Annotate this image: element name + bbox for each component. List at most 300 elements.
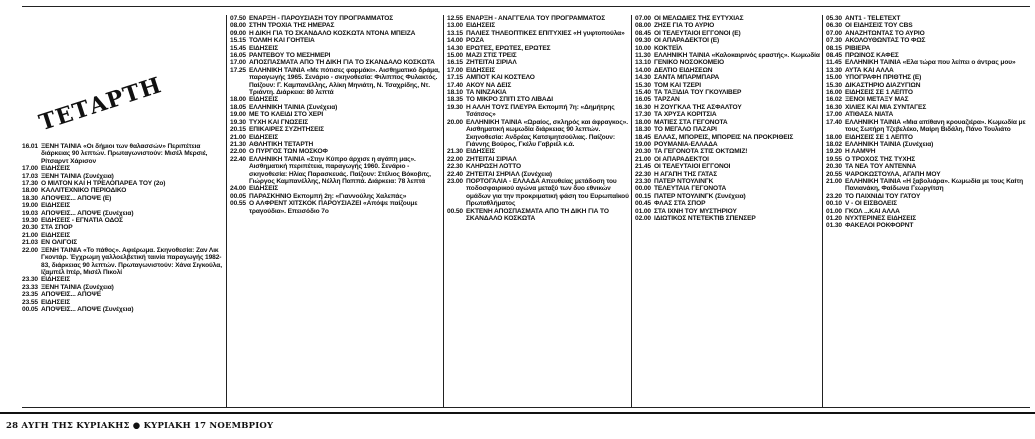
schedule-entry (447, 208, 630, 223)
entry-program: ΕΛΛΗΝΙΚΗ ΤΑΙΝΙΑ (Συνέχεια) (249, 103, 338, 111)
entry-time: 23.30 (22, 276, 39, 284)
schedule-entry (22, 173, 222, 180)
entry-time: 22.00 (230, 148, 247, 156)
entry-program: ΣΑΝΤΑ ΜΠΑΡΜΠΑΡΑ (654, 74, 720, 82)
entry-time: 21.00 (230, 133, 247, 141)
bottom-rule (0, 412, 1035, 414)
entry-time: 07.00 (826, 29, 843, 37)
entry-program: ΟΙ ΜΕΛΩΔΙΕΣ ΤΗΣ ΕΥΤΥΧΙΑΣ (654, 15, 744, 22)
entry-time: 17.40 (447, 81, 464, 89)
schedule-entry (635, 119, 821, 126)
entry-program: ΟΙ ΕΙΔΗΣΕΙΣ ΤΟΥ CBS (845, 22, 913, 30)
page-footer: 28 ΑΥΓΗ ΤΗΣ ΚΥΡΙΑΚΗΣ ● ΚΥΡΙΑΚΗ 17 ΝΟΕΜΒΡΙΟΥ (6, 421, 274, 431)
entry-program: ΑΜΠΟΤ ΚΑΙ ΚΟΣΤΕΛΟ (466, 74, 535, 82)
entry-program: Ο ΤΡΟΧΟΣ ΤΗΣ ΤΥΧΗΣ (845, 155, 916, 163)
entry-time: 21.30 (230, 140, 247, 148)
entry-time: 20.30 (635, 148, 652, 156)
schedule-entry (826, 89, 1028, 96)
schedule-entry (635, 82, 821, 89)
entry-time: 08.45 (635, 29, 652, 37)
entry-time: 15.15 (230, 37, 247, 45)
schedule-entry (826, 193, 1028, 200)
entry-program: Ο ΠΥΡΓΟΣ ΤΩΝ ΜΟΣΚΟΦ (249, 148, 328, 156)
entry-time: 00.00 (635, 185, 652, 193)
entry-program: ΧΙΛΙΕΣ ΚΑΙ ΜΙΑ ΣΥΝΤΑΓΕΣ (845, 103, 927, 111)
schedule-entry (635, 215, 821, 222)
entry-program: ΑΚΟΥ ΝΑ ΔΕΙΣ (466, 81, 512, 89)
entry-program: ΠΑΛΙΕΣ ΤΗΛΕΟΠΤΙΚΕΣ ΕΠΙΤΥΧΙΕΣ «Η γυφτοπούλα» (466, 29, 625, 37)
entry-time: 20.30 (826, 163, 843, 171)
schedule-entry (635, 200, 821, 207)
entry-time: 14.00 (635, 66, 652, 74)
entry-program: ΟΙ ΤΕΛΕΥΤΑΙΟΙ ΕΓΓΟΝΟΙ (Ε) (654, 29, 741, 37)
entry-program: ΕΙΔΗΣΕΙΣ (249, 185, 279, 193)
entry-program: ΦΛΑΣ ΣΤΑ ΣΠΟΡ (654, 200, 706, 208)
entry-program: ΡΙΒΙΕΡΑ (845, 44, 871, 52)
entry-time: 18.00 (22, 187, 39, 195)
entry-program: ΕΛΛΗΝΙΚΗ ΤΑΙΝΙΑ «Καλοκαιρινός εραστής». Κωμωδία (654, 52, 820, 60)
schedule-entry (447, 59, 630, 66)
schedule-entry (230, 59, 442, 66)
entry-time: 24.00 (230, 185, 247, 193)
entry-program: ΕΛΛΗΝΙΚΗ ΤΑΙΝΙΑ «Ωραίος, σκληρός και άφραγκος». Αισθηματική κωμωδία διάρκειας 90 λεπτών. Σκηνοθεσία: Ανδρέας Κατσιμητσούλιας. Παίζουν: Γιάννης Βούρος, Γκέλυ Γαβριέλ κ.ά. (466, 118, 628, 148)
entry-program: ΕΙΔΗΣΕΙΣ (466, 22, 496, 30)
schedule-entry (635, 30, 821, 37)
entry-time: 07.50 (230, 15, 247, 22)
schedule-entry (635, 52, 821, 59)
schedule-entry (447, 96, 630, 103)
entry-program: ΕΙΔΗΣΕΙΣ (41, 231, 71, 239)
entry-time: 23.30 (635, 177, 652, 185)
entry-time: 23.00 (447, 177, 464, 185)
schedule-entry (635, 104, 821, 111)
entry-program: ΞΕΝΗ ΤΑΙΝΙΑ (Συνέχεια) (41, 172, 114, 180)
entry-program: ΤΟ ΜΙΚΡΟ ΣΠΙΤΙ ΣΤΟ ΛΙΒΑΔΙ (466, 96, 553, 104)
entry-time: 15.30 (635, 81, 652, 89)
entry-program: ΣΤΑ ΣΠΟΡ (41, 224, 73, 232)
entry-time: 08.00 (635, 22, 652, 30)
schedule-entry (447, 171, 630, 178)
schedule-column-4 (631, 15, 821, 407)
schedule-entry (22, 202, 222, 209)
schedule-entry (826, 22, 1028, 29)
entry-time: 17.30 (22, 180, 39, 188)
day-title: ΤΕΤΑΡΤΗ (35, 72, 166, 137)
entry-time: 18.30 (22, 194, 39, 202)
schedule-entry (635, 193, 821, 200)
entry-program: ΤΕΛΕΥΤΑΙΑ ΓΕΓΟΝΟΤΑ (654, 185, 727, 193)
entry-time: 22.30 (635, 170, 652, 178)
entry-time: 17.00 (826, 111, 843, 119)
entry-time: 19.55 (826, 155, 843, 163)
schedule-entry (22, 224, 222, 231)
entry-program: ΕΚΤΕΝΗ ΑΠΟΣΠΑΣΜΑΤΑ ΑΠΟ ΤΗ ΔΙΚΗ ΓΙΑ ΤΟ ΣΚΑΝΔΑΛΟ ΚΟΣΚΩΤΑ (466, 207, 609, 222)
entry-program: ΑΚΟΛΟΥΘΩΝΤΑΣ ΤΟ ΦΩΣ (845, 37, 926, 45)
schedule-entry (635, 37, 821, 44)
entry-time: 22.00 (22, 246, 39, 254)
schedule-entry (447, 45, 630, 52)
entry-program: ΓΕΝΙΚΟ ΝΟΣΟΚΟΜΕΙΟ (654, 59, 725, 67)
schedule-entry (826, 96, 1028, 103)
entry-program: ΤΑ ΝΙΝΖΑΚΙΑ (466, 89, 507, 97)
schedule-entry (447, 67, 630, 74)
entry-time: 17.00 (22, 165, 39, 173)
entry-time: 21.00 (635, 155, 652, 163)
schedule-entry (22, 291, 222, 298)
tv-schedule-table (22, 6, 1030, 408)
entry-time: 00.10 (826, 200, 843, 208)
entry-time: 17.03 (22, 172, 39, 180)
schedule-entry (635, 178, 821, 185)
entry-time: 21.00 (826, 177, 843, 185)
entry-time: 19.03 (22, 209, 39, 217)
entry-program: ΕΙΔΗΣΕΙΣ (249, 96, 279, 104)
schedule-entry (22, 165, 222, 172)
entry-program: ΕΛΛΑΣ, ΜΠΟΡΕΙΣ, ΜΠΟΡΕΙΣ ΝΑ ΠΡΟΚΡΙΘΕΙΣ (654, 133, 794, 141)
schedule-entry (635, 163, 821, 170)
entry-time: 18.02 (826, 140, 843, 148)
entry-program: ΑΤΙΘΑΣΑ ΝΙΑΤΑ (845, 111, 894, 119)
entry-time: 18.00 (230, 96, 247, 104)
entry-time: 16.02 (826, 96, 843, 104)
schedule-entry (447, 74, 630, 81)
entry-time: 15.00 (447, 52, 464, 60)
entry-program: ΕΙΔΗΣΕΙΣ (41, 276, 71, 284)
entry-time: 01.30 (826, 222, 843, 230)
schedule-entry (826, 163, 1028, 170)
schedule-entry (635, 208, 821, 215)
schedule-entry (826, 15, 1028, 22)
entry-time: 15.40 (635, 89, 652, 97)
schedule-entry (635, 111, 821, 118)
schedule-entry (230, 67, 442, 97)
schedule-entry (635, 96, 821, 103)
schedule-entry (22, 239, 222, 246)
entry-program: Η ΑΛΛΗ ΤΟΥΣ ΠΛΕΥΡΑ Εκπομπή 7η: «Δημήτρης Τσάτσος» (466, 103, 615, 119)
entry-time: 18.30 (635, 126, 652, 134)
entry-time: 17.30 (635, 111, 652, 119)
schedule-entry (22, 187, 222, 194)
entry-program: ΤΑ ΤΑΞΙΔΙΑ ΤΟΥ ΓΚΟΥΛΙΒΕΡ (654, 89, 742, 97)
entry-program: ΕΙΔΗΣΕΙΣ ΣΕ 1 ΛΕΠΤΟ (845, 133, 913, 141)
schedule-entry (230, 119, 442, 126)
entry-time: 13.00 (447, 22, 464, 30)
entry-time: 20.15 (230, 126, 247, 134)
entry-time: 11.45 (826, 59, 842, 67)
entry-time: 22.40 (230, 155, 247, 163)
entry-time: 09.30 (635, 37, 652, 45)
entry-time: 20.30 (22, 224, 39, 232)
entry-program: ΔΕΛΤΙΟ ΕΙΔΗΣΕΩΝ (654, 66, 713, 74)
entry-program: ΕΙΔΗΣΕΙΣ (249, 44, 279, 52)
entry-time: 16.15 (447, 59, 464, 67)
schedule-entry (826, 45, 1028, 52)
entry-program: ΕΛΛΗΝΙΚΗ ΤΑΙΝΙΑ «Με πότισες φαρμάκι». Αισθηματικό δράμα, παραγωγής 1965. Σενάριο - σκηνοθεσία: Φιλιππος Φυλακτός. Παίζουν: Γ. Καμπανέλλης, Αλίκη Μηνιάτη, Ν. Τσαχρίδης, Ντ. Τριάντη. Διάρκεια: 80 λεπτά (249, 66, 440, 97)
schedule-entry (22, 217, 222, 224)
schedule-column-3 (443, 15, 630, 407)
entry-program: ΕΙΔΗΣΕΙΣ (41, 298, 71, 306)
entry-time: 18.35 (447, 96, 464, 104)
entry-program: ΕΠΙΚΑΙΡΕΣ ΣΥΖΗΤΗΣΕΙΣ (249, 126, 325, 134)
entry-program: ΞΕΝΗ ΤΑΙΝΙΑ «Το πάθος». Αφιέρωμα. Σκηνοθεσία: Ζαν Λικ Γκοντάρ. Έγχρωμη γαλλοελβετική ταινία παραγωγής 1982-83, διάρκειας 90 λεπτών. Πρωταγωνιστούν: Χάνα Σιγκούλα, Ιζαμπέλ Ιπέρ, Μισέλ Πικολί (41, 246, 222, 276)
entry-program: ΕΙΔΗΣΕΙΣ ΣΕ 1 ΛΕΠΤΟ (845, 89, 913, 97)
entry-program: ΡΟΥΜΑΝΙΑ-ΕΛΛΑΔΑ (654, 140, 718, 148)
schedule-entry (635, 126, 821, 133)
entry-time: 18.00 (826, 133, 843, 141)
entry-program: ΕΛΛΗΝΙΚΗ ΤΑΙΝΙΑ «Στην Κύπρο άρχισε η αγάπη μας». Αισθηματική περιπέτεια, παραγωγής 1960. Σενάριο - σκηνοθεσία: Ηλίας Παρασκευάς. Παίζουν: Στέλιος Βόκοβιτς, Γιώργος Καμπανέλλης, Νέλλη Παππά. Διάρκεια: 78 λεπτά (249, 155, 431, 185)
entry-time: 23.55 (22, 298, 39, 306)
entry-time: 13.10 (635, 59, 652, 67)
schedule-entry (635, 134, 821, 141)
schedule-entry (447, 148, 630, 155)
entry-program: Η ΛΑΜΨΗ (845, 148, 876, 156)
schedule-entry (635, 74, 821, 81)
schedule-entry (22, 276, 222, 283)
entry-time: 14.30 (447, 44, 464, 52)
schedule-entry (826, 111, 1028, 118)
entry-time: 00.05 (22, 305, 39, 313)
schedule-entry (447, 178, 630, 208)
entry-program: ΕΙΔΗΣΕΙΣ (466, 66, 496, 74)
entry-time: 18.00 (635, 118, 652, 126)
entry-time: 19.00 (230, 111, 247, 119)
entry-time: 15.00 (826, 74, 843, 82)
entry-program: ΠΡΩΙΝΟΣ ΚΑΦΕΣ (845, 52, 899, 60)
entry-program: ΑΝΤ1 - TELETEXT (845, 15, 901, 22)
schedule-entry (826, 30, 1028, 37)
entry-program: ΔΙΚΑΣΤΗΡΙΟ ΔΙΑΖΥΓΙΩΝ (845, 81, 921, 89)
schedule-entry (635, 45, 821, 52)
entry-program: ΓΚΟΛ ...ΚΑΙ ΑΛΛΑ (845, 207, 900, 215)
entry-program: V - ΟΙ ΕΙΣΒΟΛΕΙΣ (845, 200, 897, 208)
schedule-entry (447, 82, 630, 89)
entry-program: ΜΑΤΙΕΣ ΣΤΑ ΓΕΓΟΝΟΤΑ (654, 118, 728, 126)
entry-program: ΕΛΛΗΝΙΚΗ ΤΑΙΝΙΑ «Ελα τώρα που λείπει ο άντρας μου» (845, 59, 1016, 67)
entry-time: 17.15 (447, 74, 464, 82)
schedule-entry (230, 111, 442, 118)
schedule-entry (635, 141, 821, 148)
entry-program: ΜΕ ΤΟ ΚΛΕΙΔΙ ΣΤΟ ΧΕΡΙ (249, 111, 324, 119)
entry-time: 12.55 (447, 15, 464, 22)
schedule-entry (447, 104, 630, 119)
schedule-entry (635, 67, 821, 74)
schedule-entry (447, 22, 630, 29)
entry-time: 06.30 (826, 22, 843, 30)
entry-time: 14.00 (447, 37, 464, 45)
entry-time: 23.35 (22, 291, 39, 299)
entry-program: ΣΤΗΝ ΤΡΟΧΙΑ ΤΗΣ ΗΜΕΡΑΣ (249, 22, 335, 30)
schedule-entry (230, 30, 442, 37)
entry-program: ΨΑΡΟΚΩΣΤΟΥΛΑ, ΑΓΑΠΗ ΜΟΥ (845, 170, 941, 178)
schedule-entry (826, 148, 1028, 155)
entry-program: ΞΕΝΟΙ ΜΕΤΑΞΥ ΜΑΣ (845, 96, 909, 104)
entry-program: ΣΤΑ ΙΧΝΗ ΤΟΥ ΜΥΣΤΗΡΙΟΥ (654, 207, 737, 215)
entry-time: 19.30 (22, 217, 39, 225)
schedule-entry (635, 148, 821, 155)
entry-time: 01.20 (826, 214, 843, 222)
entry-program: Ο ΜΙΛΤΟΝ ΚΑΙ Η ΤΡΕΛΟΠΑΡΕΑ ΤΟΥ (2ο) (41, 180, 166, 188)
entry-program: ΕΛΛΗΝΙΚΗ ΤΑΙΝΙΑ (Συνέχεια) (845, 140, 934, 148)
schedule-entry (22, 284, 222, 291)
schedule-entry (826, 82, 1028, 89)
entry-time: 17.25 (230, 66, 247, 74)
entry-time: 21.30 (447, 148, 464, 156)
entry-program: ΟΙ ΑΠΑΡΑΔΕΚΤΟΙ (654, 155, 709, 163)
entry-program: ΑΠΟΨΕΙΣ... ΑΠΟΨΕ (Συνέχεια) (41, 305, 134, 313)
entry-time: 19.00 (635, 140, 652, 148)
schedule-entry (635, 171, 821, 178)
schedule-entry (22, 180, 222, 187)
entry-program: ΤΟΛΜΗ ΚΑΙ ΓΟΗΤΕΙΑ (249, 37, 315, 45)
schedule-entry (826, 37, 1028, 44)
schedule-entry (635, 89, 821, 96)
schedule-entry (826, 104, 1028, 111)
schedule-entry (635, 22, 821, 29)
entry-time: 07.00 (635, 15, 652, 22)
entry-program: ΚΑΛΛΙΤΕΧΝΙΚΟ ΠΕΡΙΟΔΙΚΟ (41, 187, 127, 195)
entry-time: 16.00 (826, 89, 843, 97)
entry-time: 11.30 (635, 52, 651, 60)
schedule-entry (22, 247, 222, 277)
schedule-entry (447, 52, 630, 59)
entry-time: 15.45 (230, 44, 247, 52)
entry-program: Ο ΑΛΦΡΕΝΤ ΧΙΤΣΚΟΚ ΠΑΡΟΥΣΙΑΖΕΙ «Απόψε παίζουμε τραγούδια». Επεισόδιο 7ο (249, 200, 418, 215)
entry-time: 20.00 (447, 118, 464, 126)
entry-program: ΑΥΤΑ ΚΑΙ ΑΛΛΑ (845, 66, 894, 74)
entry-time: 00.55 (230, 200, 247, 208)
schedule-entry (447, 156, 630, 163)
entry-time: 18.45 (635, 133, 652, 141)
entry-program: ΡΟΖΑ (466, 37, 484, 45)
entry-program: ΑΝΑΖΗΤΩΝΤΑΣ ΤΟ ΑΥΡΙΟ (845, 29, 925, 37)
schedule-entry (22, 210, 222, 217)
entry-time: 22.00 (447, 155, 464, 163)
entry-program: ΤΑ ΝΕΑ ΤΟΥ ΑΝΤΕΝΝΑ (845, 163, 917, 171)
entry-time: 21.45 (635, 163, 652, 171)
entry-program: ΜΑΖΙ ΣΤΙΣ ΤΡΕΙΣ (466, 52, 517, 60)
entry-time: 15.30 (826, 81, 843, 89)
schedule-entry (826, 119, 1028, 134)
entry-program: ΕΝ ΟΛΙΓΟΙΣ (41, 239, 78, 247)
schedule-entry (230, 148, 442, 155)
entry-time: 16.01 (22, 143, 39, 150)
entry-program: ΑΠΟΨΕΙΣ... ΑΠΟΨΕ (Συνέχεια) (41, 209, 134, 217)
schedule-entry (826, 156, 1028, 163)
schedule-entry (826, 200, 1028, 207)
entry-time: 20.55 (826, 170, 843, 178)
schedule-entry (826, 208, 1028, 215)
entry-program: ΤΥΧΗ ΚΑΙ ΓΝΩΣΕΙΣ (249, 118, 309, 126)
entry-time: 19.00 (22, 202, 39, 210)
schedule-entry (826, 178, 1028, 193)
entry-program: ΑΘΛΗΤΙΚΗ ΤΕΤΑΡΤΗ (249, 140, 314, 148)
entry-time: 18.10 (447, 89, 464, 97)
entry-program: ΕΙΔΗΣΕΙΣ (41, 165, 71, 173)
schedule-entry (447, 30, 630, 37)
schedule-entry (22, 299, 222, 306)
entry-program: ΟΙ ΤΕΛΕΥΤΑΙΟΙ ΕΓΓΟΝΟΙ (654, 163, 731, 171)
schedule-entry (230, 134, 442, 141)
entry-program: ΕΡΩΤΕΣ, ΕΡΩΤΕΣ, ΕΡΩΤΕΣ (466, 44, 551, 52)
schedule-column-2 (226, 15, 442, 407)
schedule-entry (447, 163, 630, 170)
entry-program: ΑΠΟΨΕΙΣ... ΑΠΟΨΕ (41, 291, 102, 299)
entry-program: ΤΟΜ ΚΑΙ ΤΖΕΡΙ (654, 81, 701, 89)
entry-program: ΕΙΔΗΣΕΙΣ (41, 202, 71, 210)
entry-program: ΤΑΡΖΑΝ (654, 96, 680, 104)
entry-time: 00.45 (635, 200, 652, 208)
entry-program: ΕΛΛΗΝΙΚΗ ΤΑΙΝΙΑ «Η ξαβολιάρα». Κωμωδία με τους Καίτη Πανιανάκη, Φαίδωνα Γεωργίτση (845, 177, 1024, 193)
schedule-entry (230, 193, 442, 200)
entry-program: Η ΑΓΑΠΗ ΤΗΣ ΓΑΤΑΣ (654, 170, 718, 178)
schedule-entry (635, 185, 821, 192)
entry-program: ΝΥΧΤΕΡΙΝΕΣ ΕΙΔΗΣΕΙΣ (845, 214, 917, 222)
entry-time: 00.50 (447, 207, 464, 215)
entry-program: ΞΕΝΗ ΤΑΙΝΙΑ (Συνέχεια) (41, 283, 114, 291)
entry-program: ΖΗΤΕΙΤΑΙ ΣΙΡΙΑΛ (466, 155, 517, 163)
entry-time: 22.30 (447, 163, 464, 171)
entry-time: 18.05 (230, 103, 247, 111)
entry-time: 08.00 (230, 22, 247, 30)
entry-program: ΕΛΛΗΝΙΚΗ ΤΑΙΝΙΑ «Μια απίθανη κρουαζιέρα». Κωμωδία με τους Σωτήρη Τζεβελέκο, Μαίρη Βιδάλη, Πάνο Τουλιάτο (845, 118, 1026, 134)
schedule-entry (230, 52, 442, 59)
schedule-entry (635, 156, 821, 163)
entry-time: 10.00 (635, 44, 652, 52)
entry-program: Η ΔΙΚΗ ΓΙΑ ΤΟ ΣΚΑΝΔΑΛΟ ΚΟΣΚΩΤΑ ΝΤΟΝΑ ΜΠΕΙΖΑ (249, 29, 416, 37)
schedule-entry (22, 306, 222, 313)
entry-time: 07.30 (826, 37, 843, 45)
entry-time: 16.30 (826, 103, 843, 111)
entry-time: 16.30 (635, 103, 652, 111)
schedule-entry (635, 15, 821, 22)
entry-time: 00.05 (230, 192, 247, 200)
entry-program: ΚΟΚΤΕΪΛ (654, 44, 683, 52)
schedule-entry (22, 195, 222, 202)
schedule-entry (826, 171, 1028, 178)
entry-program: ΡΑΝΤΕΒΟΥ ΤΟ ΜΕΣΗΜΕΡΙ (249, 52, 331, 60)
entry-program: ΑΠΟΣΠΑΣΜΑΤΑ ΑΠΟ ΤΗ ΔΙΚΗ ΓΙΑ ΤΟ ΣΚΑΝΔΑΛΟ ΚΟΣΚΩΤΑ (249, 59, 435, 67)
entry-program: ΠΑΤΕΡ ΝΤΟΥΛΙΝΓΚ (Συνέχεια) (654, 192, 746, 200)
entry-time: 17.40 (826, 118, 843, 126)
schedule-entry (22, 232, 222, 239)
schedule-entry (230, 104, 442, 111)
schedule-entry (447, 15, 630, 22)
entry-time: 13.15 (447, 29, 464, 37)
entry-time: 19.20 (826, 148, 843, 156)
schedule-entry (826, 134, 1028, 141)
entry-program: ΤΟ ΠΑΙΧΝΙΔΙ ΤΟΥ ΓΑΤΟΥ (845, 192, 921, 200)
entry-time: 01.00 (826, 207, 843, 215)
entry-program: ΖΗΣΕ ΓΙΑ ΤΟ ΑΥΡΙΟ (654, 22, 715, 30)
schedule-entry (230, 185, 442, 192)
entry-program: ΤΟ ΜΕΓΑΛΟ ΠΑΖΑΡΙ (654, 126, 717, 134)
schedule-entry (447, 119, 630, 149)
schedule-entry (230, 37, 442, 44)
entry-time: 22.40 (447, 170, 464, 178)
entry-time: 08.15 (826, 44, 843, 52)
entry-time: 16.05 (230, 52, 247, 60)
entry-time: 21.00 (22, 231, 39, 239)
schedule-entry (826, 59, 1028, 66)
entry-time: 02.00 (635, 214, 652, 222)
entry-time: 17.00 (230, 59, 247, 67)
entry-time: 23.33 (22, 283, 39, 291)
entry-program: ΕΙΔΗΣΕΙΣ (249, 133, 279, 141)
entry-time: 17.00 (447, 66, 464, 74)
entry-program: ΠΑΤΕΡ ΝΤΟΥΛΙΝΓΚ (654, 177, 714, 185)
entry-program: ΖΗΤΕΙΤΑΙ ΣΙΡΙΑΛ (466, 59, 517, 67)
schedule-column-5 (822, 15, 1028, 407)
